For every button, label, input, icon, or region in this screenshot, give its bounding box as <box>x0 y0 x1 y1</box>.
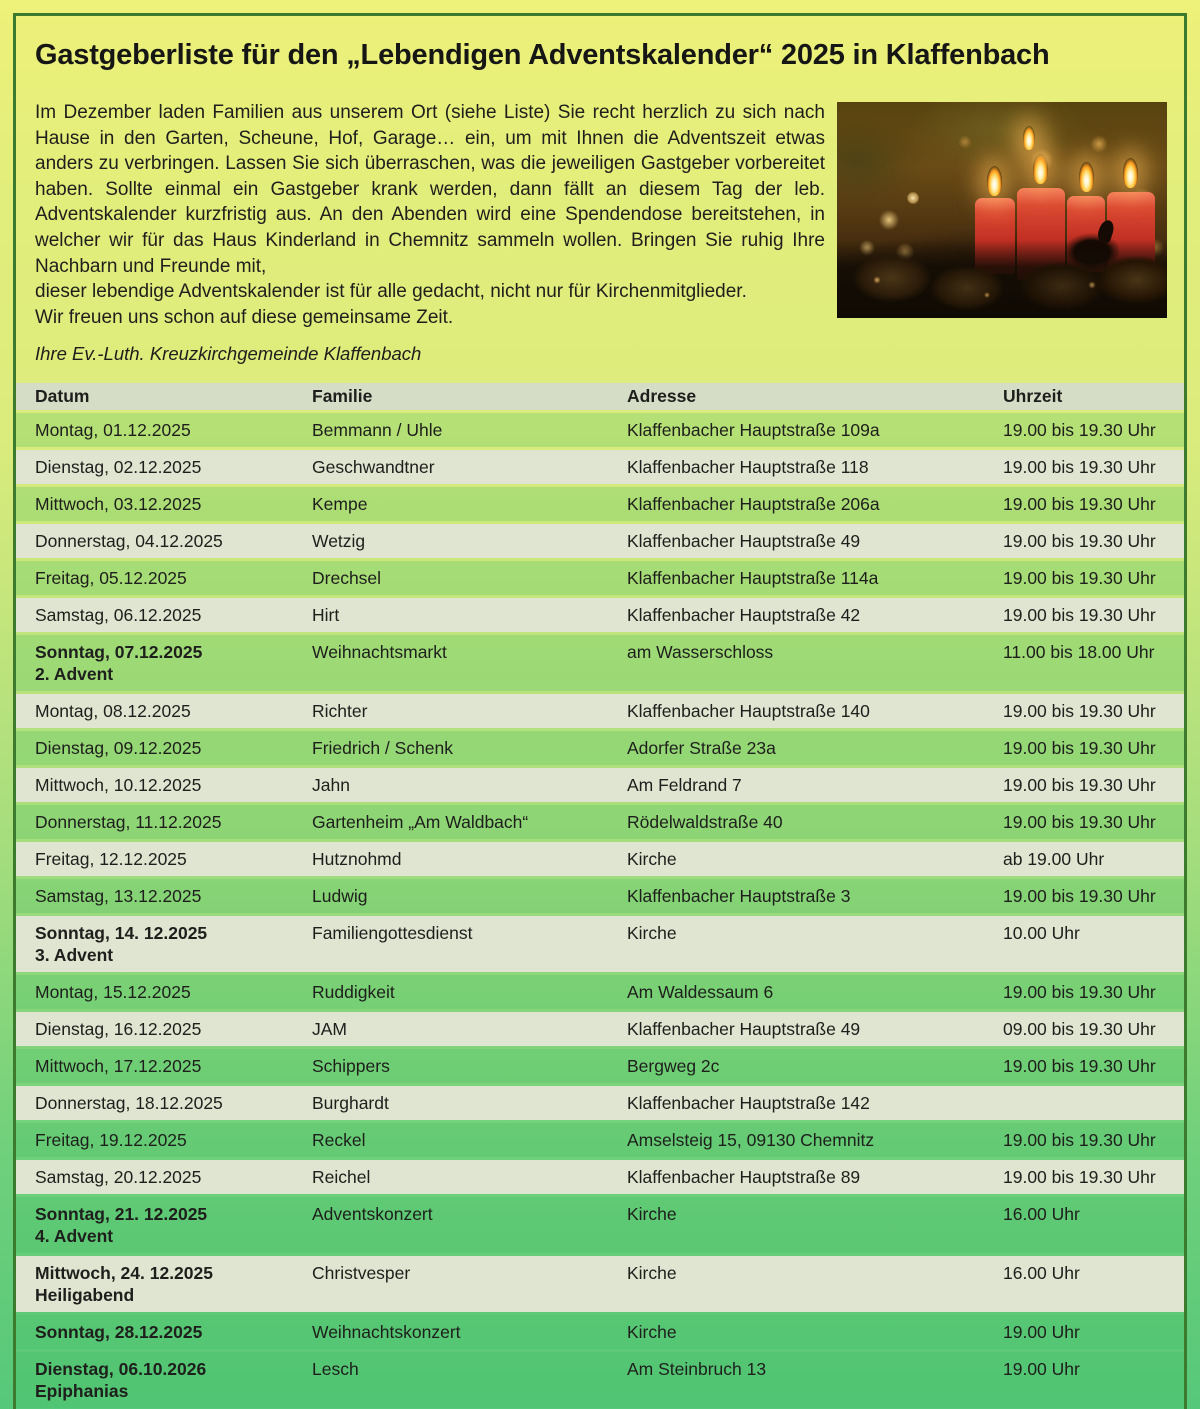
cell-datum <box>16 885 312 907</box>
cell-familie: Christvesper <box>312 1263 411 1284</box>
datum-line1: Donnerstag, 11.12.2025 <box>35 812 222 833</box>
cell-adresse: Rödelwaldstraße 40 <box>627 812 783 833</box>
cell-datum <box>16 1129 312 1151</box>
table-row <box>16 1086 1184 1120</box>
cell-uhrzeit: 16.00 Uhr <box>1003 1204 1080 1225</box>
table-row <box>16 635 1184 691</box>
cell-datum <box>16 567 312 589</box>
cell-uhrzeit: 19.00 bis 19.30 Uhr <box>1003 1130 1156 1151</box>
candle-flame <box>1033 154 1048 184</box>
cell-adresse: Am Steinbruch 13 <box>627 1359 767 1380</box>
datum-line1: Dienstag, 16.12.2025 <box>35 1019 202 1040</box>
host-table <box>16 383 1184 1408</box>
cell-familie: Burghardt <box>312 1093 389 1114</box>
cell-uhrzeit: 10.00 Uhr <box>1003 923 1080 944</box>
table-row <box>16 1197 1184 1253</box>
table-row <box>16 1256 1184 1312</box>
cell-uhrzeit: 16.00 Uhr <box>1003 1263 1080 1284</box>
table-row <box>16 1012 1184 1046</box>
cell-datum <box>16 1262 312 1306</box>
cell-adresse: Klaffenbacher Hauptstraße 42 <box>627 605 861 626</box>
cell-uhrzeit: 19.00 bis 19.30 Uhr <box>1003 531 1156 552</box>
cell-familie: JAM <box>312 1019 347 1040</box>
intro-text-1: Im Dezember laden Familien aus unserem Ort (siehe Liste) Sie recht herzlich zu sich nach Hause in den Garten, Scheune, Hof, Garage… ein, um mit Ihnen die Adventszeit etwas anders zu verbringen. Lassen Sie sich überraschen, was die jeweiligen Gastgeber vorbereitet haben. Sollte einmal ein Gastgeber krank werden, dann fällt an diesem Tag der leb. Adventskalender kurzfristig aus. An den Abenden wird eine Spendendose bereitstehen, in welcher wir für das Haus Kinderland in Chemnitz sammeln wollen. Bringen Sie ruhig Ihre Nachbarn und Freunde mit, <box>35 102 825 277</box>
datum-line2: Heiligabend <box>35 1285 135 1306</box>
cell-datum <box>16 848 312 870</box>
table-row <box>16 916 1184 972</box>
cell-uhrzeit: 19.00 bis 19.30 Uhr <box>1003 420 1156 441</box>
cell-datum <box>16 737 312 759</box>
header-cell-adresse: Adresse <box>627 386 697 407</box>
intro-section <box>16 100 1184 330</box>
table-row <box>16 598 1184 632</box>
table-row <box>16 524 1184 558</box>
cell-familie: Weihnachtsmarkt <box>312 642 447 663</box>
datum-line1: Donnerstag, 04.12.2025 <box>35 531 223 552</box>
table-row <box>16 842 1184 876</box>
cell-datum <box>16 1203 312 1247</box>
page-title: Gastgeberliste für den „Lebendigen Adventskalender“ 2025 in Klaffenbach <box>35 39 1050 71</box>
cell-uhrzeit: 19.00 Uhr <box>1003 1322 1080 1343</box>
cell-datum <box>16 530 312 552</box>
signature: Ihre Ev.-Luth. Kreuzkirchgemeinde Klaffenbach <box>35 343 422 365</box>
table-row <box>16 1352 1184 1408</box>
cell-adresse: Klaffenbacher Hauptstraße 89 <box>627 1167 861 1188</box>
cell-familie: Hirt <box>312 605 340 626</box>
cell-familie: Lesch <box>312 1359 359 1380</box>
cell-adresse: Klaffenbacher Hauptstraße 109a <box>627 420 880 441</box>
table-row <box>16 561 1184 595</box>
cell-datum <box>16 1166 312 1188</box>
cell-uhrzeit: ab 19.00 Uhr <box>1003 849 1105 870</box>
datum-line2: Epiphanias <box>35 1381 129 1402</box>
datum-line1: Mittwoch, 17.12.2025 <box>35 1056 202 1077</box>
cell-uhrzeit: 19.00 bis 19.30 Uhr <box>1003 605 1156 626</box>
cell-adresse: am Wasserschloss <box>627 642 774 663</box>
cell-datum <box>16 981 312 1003</box>
table-row <box>16 975 1184 1009</box>
cell-uhrzeit: 19.00 bis 19.30 Uhr <box>1003 1056 1156 1077</box>
cell-familie: Jahn <box>312 775 350 796</box>
datum-line1: Freitag, 05.12.2025 <box>35 568 187 589</box>
datum-line2: 2. Advent <box>35 664 114 685</box>
cell-adresse: Adorfer Straße 23a <box>627 738 776 759</box>
table-row <box>16 1123 1184 1157</box>
cell-adresse: Klaffenbacher Hauptstraße 3 <box>627 886 851 907</box>
cell-familie: Ruddigkeit <box>312 982 395 1003</box>
datum-line1: Mittwoch, 24. 12.2025 <box>35 1263 213 1284</box>
cell-uhrzeit: 19.00 bis 19.30 Uhr <box>1003 775 1156 796</box>
cell-datum <box>16 1018 312 1040</box>
cell-adresse: Kirche <box>627 923 677 944</box>
cell-familie: Gartenheim „Am Waldbach“ <box>312 812 529 833</box>
table-header <box>16 383 1184 410</box>
cell-datum <box>16 419 312 441</box>
wreath-pinecones <box>837 240 1167 318</box>
cell-adresse: Klaffenbacher Hauptstraße 140 <box>627 701 870 722</box>
datum-line2: 4. Advent <box>35 1226 114 1247</box>
cell-adresse: Am Feldrand 7 <box>627 775 742 796</box>
cell-datum <box>16 774 312 796</box>
datum-line1: Samstag, 20.12.2025 <box>35 1167 202 1188</box>
intro-text-3: Wir freuen uns schon auf diese gemeinsame Zeit. <box>35 306 454 328</box>
datum-line2: 3. Advent <box>35 945 114 966</box>
cell-uhrzeit: 19.00 bis 19.30 Uhr <box>1003 494 1156 515</box>
datum-line1: Dienstag, 02.12.2025 <box>35 457 202 478</box>
datum-line1: Dienstag, 09.12.2025 <box>35 738 202 759</box>
cell-adresse: Klaffenbacher Hauptstraße 206a <box>627 494 880 515</box>
cell-adresse: Klaffenbacher Hauptstraße 49 <box>627 1019 861 1040</box>
table-row <box>16 1315 1184 1349</box>
table-row <box>16 768 1184 802</box>
cell-familie: Bemmann / Uhle <box>312 420 443 441</box>
table-row <box>16 1049 1184 1083</box>
datum-line1: Freitag, 12.12.2025 <box>35 849 187 870</box>
datum-line1: Sonntag, 14. 12.2025 <box>35 923 208 944</box>
cell-familie: Reichel <box>312 1167 371 1188</box>
candle-flame <box>1023 126 1035 150</box>
cell-adresse: Kirche <box>627 849 677 870</box>
table-row <box>16 487 1184 521</box>
cell-familie: Schippers <box>312 1056 390 1077</box>
cell-datum <box>16 700 312 722</box>
candle-flame <box>987 166 1002 196</box>
cell-adresse: Kirche <box>627 1263 677 1284</box>
cell-datum <box>16 493 312 515</box>
cell-uhrzeit: 19.00 bis 19.30 Uhr <box>1003 457 1156 478</box>
cell-uhrzeit: 19.00 bis 19.30 Uhr <box>1003 738 1156 759</box>
cell-uhrzeit: 19.00 bis 19.30 Uhr <box>1003 568 1156 589</box>
cell-uhrzeit: 19.00 bis 19.30 Uhr <box>1003 812 1156 833</box>
cell-datum <box>16 811 312 833</box>
table-row <box>16 731 1184 765</box>
cell-datum <box>16 1358 312 1402</box>
datum-line1: Samstag, 06.12.2025 <box>35 605 202 626</box>
datum-line1: Donnerstag, 18.12.2025 <box>35 1093 223 1114</box>
datum-line1: Montag, 15.12.2025 <box>35 982 191 1003</box>
cell-datum <box>16 456 312 478</box>
cell-adresse: Klaffenbacher Hauptstraße 49 <box>627 531 861 552</box>
cell-adresse: Kirche <box>627 1204 677 1225</box>
cell-datum <box>16 1092 312 1114</box>
cell-uhrzeit: 09.00 bis 19.30 Uhr <box>1003 1019 1156 1040</box>
candle-flame <box>1123 158 1138 188</box>
cell-datum <box>16 1321 312 1343</box>
datum-line1: Montag, 08.12.2025 <box>35 701 191 722</box>
advent-wreath-photo <box>837 102 1167 318</box>
datum-line1: Freitag, 19.12.2025 <box>35 1130 187 1151</box>
cell-adresse: Amselsteig 15, 09130 Chemnitz <box>627 1130 875 1151</box>
cell-familie: Friedrich / Schenk <box>312 738 454 759</box>
cell-uhrzeit: 19.00 bis 19.30 Uhr <box>1003 1167 1156 1188</box>
cell-uhrzeit: 11.00 bis 18.00 Uhr <box>1003 642 1155 663</box>
cell-familie: Hutznohmd <box>312 849 402 870</box>
cell-uhrzeit: 19.00 bis 19.30 Uhr <box>1003 886 1156 907</box>
cell-uhrzeit: 19.00 Uhr <box>1003 1359 1080 1380</box>
cell-datum <box>16 604 312 626</box>
datum-line1: Dienstag, 06.10.2026 <box>35 1359 207 1380</box>
cell-familie: Richter <box>312 701 368 722</box>
cell-familie: Weihnachtskonzert <box>312 1322 461 1343</box>
datum-line1: Sonntag, 07.12.2025 <box>35 642 203 663</box>
cell-familie: Drechsel <box>312 568 382 589</box>
cell-adresse: Bergweg 2c <box>627 1056 720 1077</box>
table-row <box>16 805 1184 839</box>
page-border-frame <box>13 13 1187 1409</box>
table-row <box>16 413 1184 447</box>
datum-line1: Sonntag, 21. 12.2025 <box>35 1204 208 1225</box>
cell-adresse: Klaffenbacher Hauptstraße 118 <box>627 457 869 478</box>
datum-line1: Montag, 01.12.2025 <box>35 420 191 441</box>
host-table-body <box>16 413 1184 1408</box>
table-row <box>16 694 1184 728</box>
cell-familie: Reckel <box>312 1130 366 1151</box>
header-cell-datum: Datum <box>35 386 90 407</box>
cell-adresse: Klaffenbacher Hauptstraße 114a <box>627 568 879 589</box>
candle-flame <box>1079 162 1094 192</box>
cell-familie: Ludwig <box>312 886 368 907</box>
cell-adresse: Am Waldessaum 6 <box>627 982 774 1003</box>
table-row <box>16 1160 1184 1194</box>
header-cell-uhrzeit: Uhrzeit <box>1003 386 1063 407</box>
cell-datum <box>16 922 312 966</box>
table-row <box>16 879 1184 913</box>
datum-line1: Samstag, 13.12.2025 <box>35 886 202 907</box>
header-cell-familie: Familie <box>312 386 373 407</box>
datum-line1: Mittwoch, 03.12.2025 <box>35 494 202 515</box>
cell-familie: Wetzig <box>312 531 366 552</box>
cell-uhrzeit: 19.00 bis 19.30 Uhr <box>1003 982 1156 1003</box>
datum-line1: Mittwoch, 10.12.2025 <box>35 775 202 796</box>
cell-adresse: Kirche <box>627 1322 677 1343</box>
intro-paragraph <box>35 100 825 330</box>
cell-datum <box>16 641 312 685</box>
cell-familie: Geschwandtner <box>312 457 435 478</box>
cell-familie: Familiengottesdienst <box>312 923 473 944</box>
cell-adresse: Klaffenbacher Hauptstraße 142 <box>627 1093 870 1114</box>
cell-datum <box>16 1055 312 1077</box>
cell-familie: Adventskonzert <box>312 1204 433 1225</box>
intro-text-2: dieser lebendige Adventskalender ist für alle gedacht, nicht nur für Kirchenmitglieder. <box>35 281 747 303</box>
datum-line1: Sonntag, 28.12.2025 <box>35 1322 203 1343</box>
cell-uhrzeit: 19.00 bis 19.30 Uhr <box>1003 701 1156 722</box>
table-row <box>16 450 1184 484</box>
cell-familie: Kempe <box>312 494 368 515</box>
